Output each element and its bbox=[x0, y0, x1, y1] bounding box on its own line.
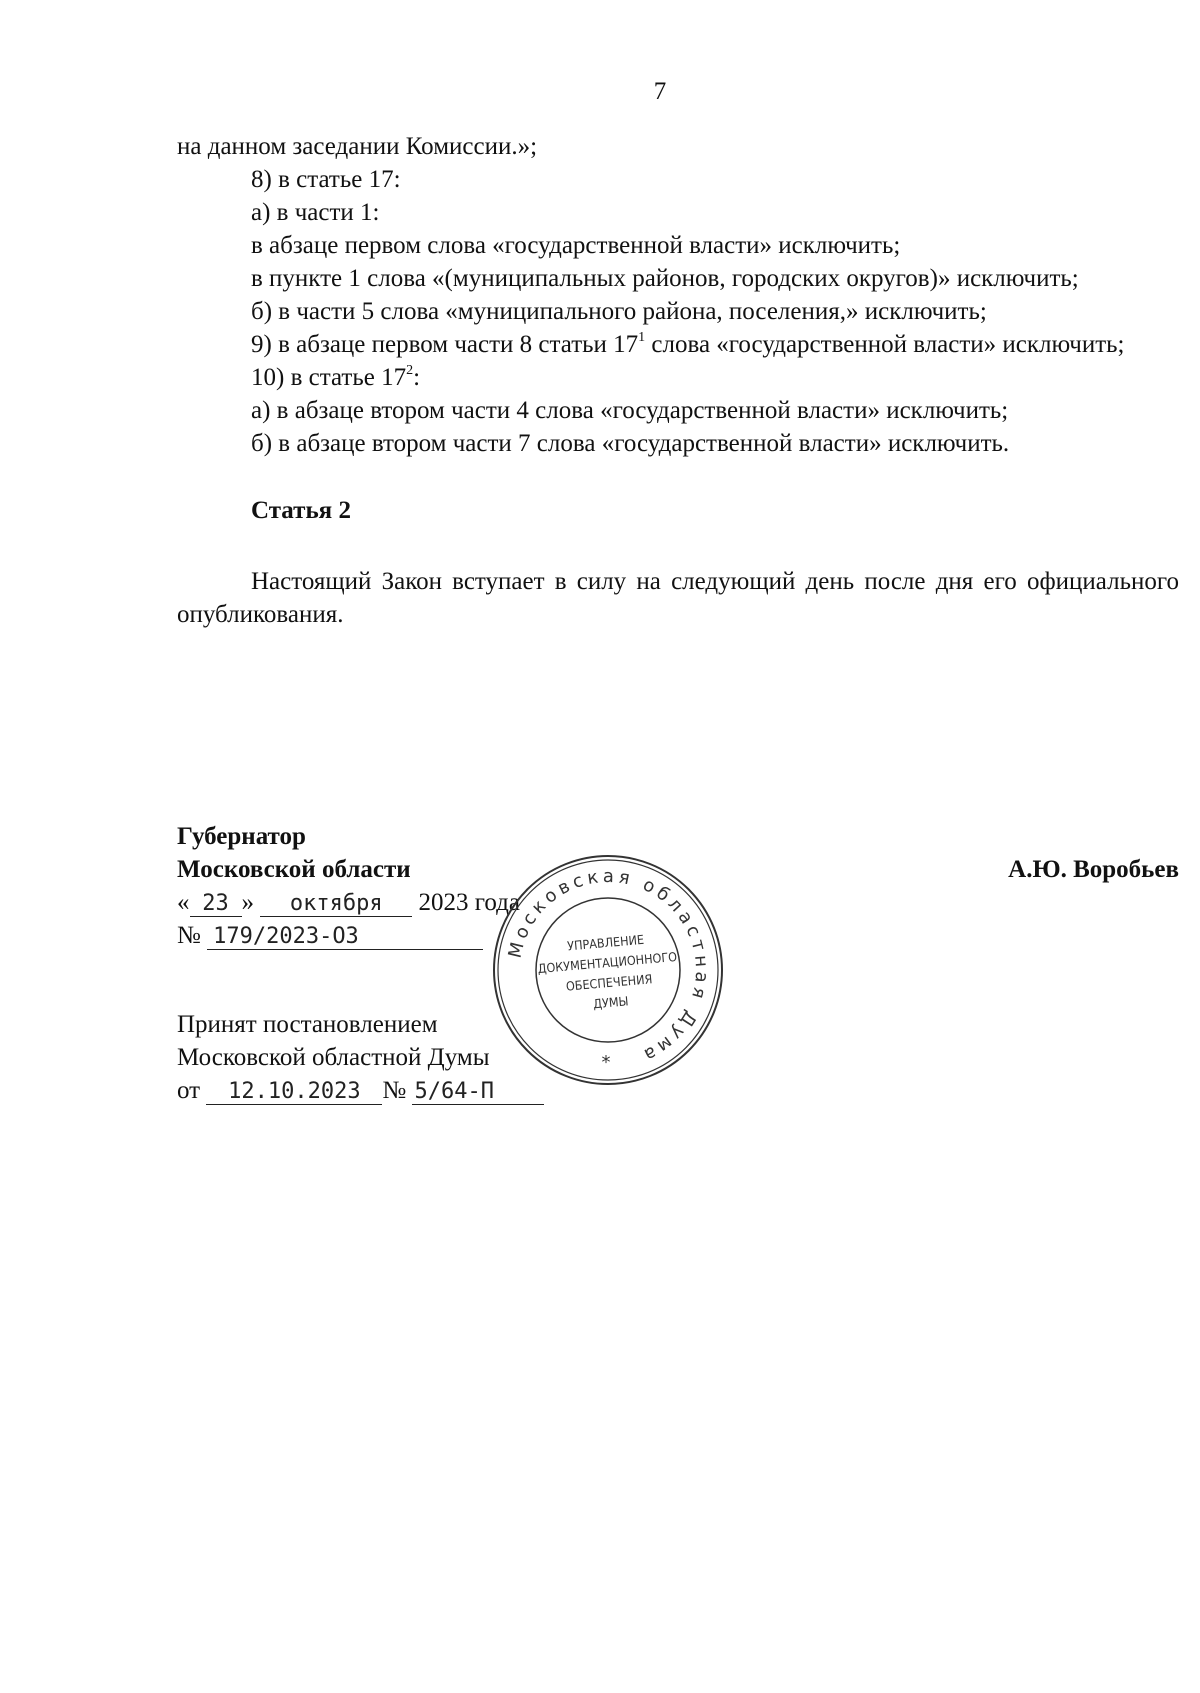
article-heading: Статья 2 bbox=[251, 497, 351, 524]
adoption-line: Московской областной Думы bbox=[177, 1044, 490, 1071]
number-label: № bbox=[177, 922, 201, 949]
paragraph-text: 10) в статье 17 bbox=[251, 364, 407, 391]
paragraph: на данном заседании Комиссии.»; bbox=[177, 133, 538, 160]
stamp-center-line: УПРАВЛЕНИЕ bbox=[566, 931, 645, 954]
signer-name: А.Ю. Воробьев bbox=[1008, 856, 1179, 883]
stamp-center-line: ДУМЫ bbox=[592, 993, 630, 1012]
adoption-number: 5/64-П bbox=[412, 1080, 544, 1105]
paragraph: в абзаце первом слова «государственной власти» исключить; bbox=[251, 232, 901, 259]
stamp-center-line: ОБЕСПЕЧЕНИЯ bbox=[565, 971, 653, 994]
signer-title: Губернатор bbox=[177, 823, 306, 850]
paragraph-text: 9) в абзаце первом части 8 статьи 17 bbox=[251, 331, 639, 358]
adoption-line: Принят постановлением bbox=[177, 1011, 438, 1038]
date-year: 2023 года bbox=[418, 889, 520, 916]
open-quote: « bbox=[177, 889, 190, 916]
paragraph: в пункте 1 слова «(муниципальных районов, городских округов)» исключить; bbox=[251, 265, 1079, 292]
paragraph-text: слова «государственной власти» исключить; bbox=[645, 331, 1125, 358]
date-day: 23 bbox=[190, 892, 242, 917]
paragraph: 8) в статье 17: bbox=[251, 166, 401, 193]
adoption-date: 12.10.2023 bbox=[206, 1080, 382, 1105]
stamp-outer-ring bbox=[494, 856, 722, 1084]
article-text: Настоящий Закон вступает в силу на следующий день после дня его официального опубликования. bbox=[177, 568, 1179, 628]
paragraph: а) в части 1: bbox=[251, 199, 380, 226]
document-body bbox=[177, 130, 1179, 631]
paragraph-item-10 bbox=[177, 361, 1179, 394]
close-quote: » bbox=[241, 889, 254, 916]
page-number: 7 bbox=[653, 78, 667, 105]
superscript: 1 bbox=[638, 329, 646, 345]
stamp-outer-ring bbox=[498, 860, 718, 1080]
signer-region: Московской области bbox=[177, 856, 411, 883]
number-label: № bbox=[382, 1077, 407, 1104]
superscript: 2 bbox=[406, 362, 414, 378]
date-month: октября bbox=[260, 892, 412, 917]
paragraph-text: : bbox=[413, 364, 421, 391]
paragraph-item-9 bbox=[177, 328, 1179, 361]
stamp-ring-text: Московская областная Дума bbox=[504, 865, 713, 1068]
stamp-star: * bbox=[601, 1052, 611, 1073]
stamp-center-line: ДОКУМЕНТАЦИОННОГО bbox=[537, 948, 678, 977]
from-label: от bbox=[177, 1077, 201, 1104]
law-number-value: 179/2023-ОЗ bbox=[207, 925, 483, 950]
paragraph: а) в абзаце втором части 4 слова «государственной власти» исключить; bbox=[251, 397, 1009, 424]
paragraph: б) в абзаце втором части 7 слова «государственной власти» исключить. bbox=[251, 430, 1010, 457]
paragraph: б) в части 5 слова «муниципального района, поселения,» исключить; bbox=[251, 298, 987, 325]
official-stamp bbox=[490, 852, 726, 1088]
